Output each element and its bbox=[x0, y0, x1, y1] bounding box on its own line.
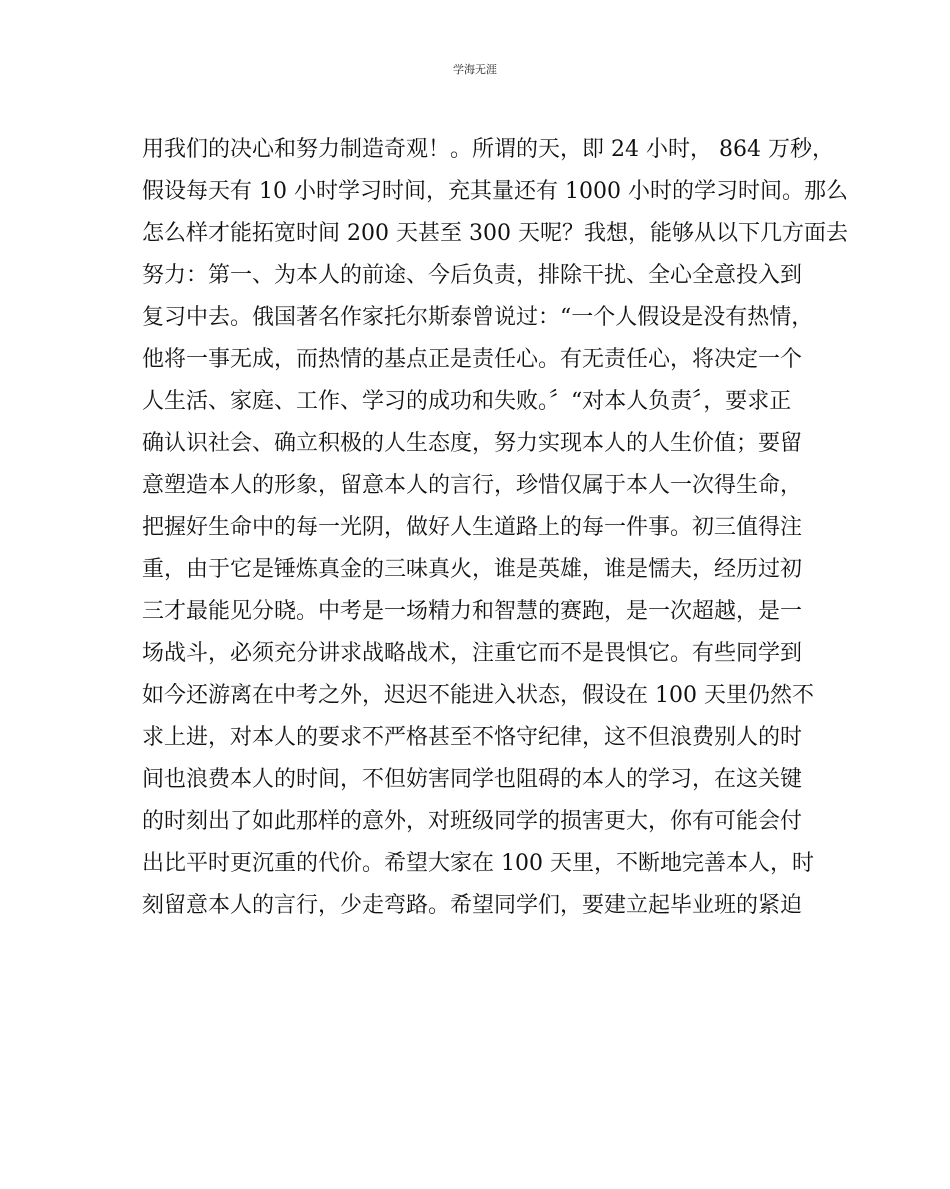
text-line: 假设每天有 10 小时学习时间，充其量还有 1000 小时的学习时间。那么 bbox=[142, 179, 848, 204]
text-line: 间也浪费本人的时间，不但妨害同学也阻碍的本人的学习，在这关键 bbox=[142, 767, 803, 792]
text-line: 用我们的决心和努力制造奇观！。所谓的天，即 24 小时， 864 万秒， bbox=[142, 137, 834, 162]
text-line: 人生活、家庭、工作、学习的成功和失败。〞“对本人负责〞，要求正 bbox=[142, 389, 792, 414]
text-line: 刻留意本人的言行，少走弯路。希望同学们，要建立起毕业班的紧迫 bbox=[142, 893, 803, 918]
text-line: 意塑造本人的形象，留意本人的言行，珍惜仅属于本人一次得生命， bbox=[142, 473, 803, 498]
text-line: 三才最能见分晓。中考是一场精力和智慧的赛跑，是一次超越，是一 bbox=[142, 599, 803, 624]
body-text bbox=[142, 129, 848, 927]
text-line: 把握好生命中的每一光阴，做好人生道路上的每一件事。初三值得注 bbox=[142, 515, 803, 540]
header-title: 学海无涯 bbox=[453, 63, 497, 76]
text-line: 求上进，对本人的要求不严格甚至不恪守纪律，这不但浪费别人的时 bbox=[142, 725, 803, 750]
text-line: 的时刻出了如此那样的意外，对班级同学的损害更大，你有可能会付 bbox=[142, 809, 803, 834]
text-line: 复习中去。俄国著名作家托尔斯泰曾说过：“一个人假设是没有热情， bbox=[142, 305, 814, 330]
text-line: 出比平时更沉重的代价。希望大家在 100 天里，不断地完善本人，时 bbox=[142, 851, 814, 876]
text-line: 怎么样才能拓宽时间 200 天甚至 300 天呢？我想，能够从以下几方面去 bbox=[142, 221, 848, 246]
text-line: 如今还游离在中考之外，迟迟不能进入状态，假设在 100 天里仍然不 bbox=[142, 683, 814, 708]
text-line: 努力：第一、为本人的前途、今后负责，排除干扰、全心全意投入到 bbox=[142, 263, 803, 288]
text-line: 他将一事无成，而热情的基点正是责任心。有无责任心，将决定一个 bbox=[142, 347, 803, 372]
text-line: 场战斗，必须充分讲求战略战术，注重它而不是畏惧它。有些同学到 bbox=[142, 641, 803, 666]
text-line: 重，由于它是锤炼真金的三味真火，谁是英雄，谁是懦夫，经历过初 bbox=[142, 557, 803, 582]
page-header bbox=[0, 63, 950, 77]
text-line: 确认识社会、确立积极的人生态度，努力实现本人的人生价值；要留 bbox=[142, 431, 803, 456]
